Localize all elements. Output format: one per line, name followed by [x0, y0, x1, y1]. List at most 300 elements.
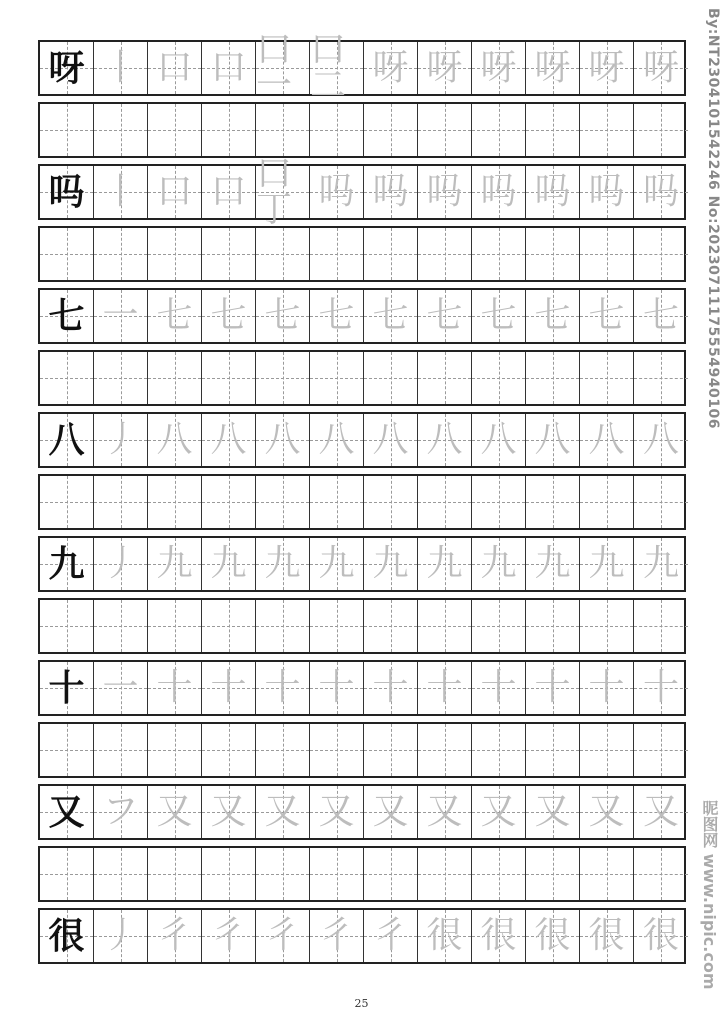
trace-character: 九 — [588, 543, 625, 584]
model-cell — [40, 786, 94, 838]
trace-cell[interactable] — [580, 910, 634, 962]
trace-cell[interactable] — [580, 476, 634, 528]
trace-cell[interactable] — [472, 724, 526, 776]
trace-cell[interactable] — [364, 600, 418, 652]
trace-cell[interactable] — [580, 848, 634, 900]
trace-cell[interactable] — [580, 104, 634, 156]
model-cell — [40, 476, 94, 528]
trace-cell[interactable] — [310, 724, 364, 776]
trace-cell[interactable] — [580, 228, 634, 280]
trace-cell[interactable] — [202, 786, 256, 838]
trace-cell[interactable] — [148, 352, 202, 404]
trace-character: 十 — [372, 667, 409, 708]
trace-cell[interactable] — [256, 538, 310, 590]
trace-character: 一 — [102, 295, 139, 336]
trace-cell[interactable] — [364, 786, 418, 838]
trace-cell[interactable] — [418, 352, 472, 404]
trace-character — [94, 476, 147, 528]
trace-cell[interactable] — [310, 662, 364, 714]
trace-character — [526, 476, 579, 528]
trace-cell[interactable] — [364, 290, 418, 342]
model-cell — [40, 600, 94, 652]
trace-character: 八 — [534, 419, 571, 460]
trace-cell[interactable] — [202, 538, 256, 590]
trace-cell[interactable] — [364, 476, 418, 528]
trace-cell[interactable] — [364, 166, 418, 218]
trace-cell[interactable] — [526, 166, 580, 218]
trace-character: 七 — [318, 295, 355, 336]
model-cell — [40, 848, 94, 900]
practice-row — [38, 660, 686, 716]
trace-cell[interactable] — [364, 414, 418, 466]
trace-cell[interactable] — [472, 42, 526, 94]
trace-cell[interactable] — [526, 600, 580, 652]
model-cell — [40, 352, 94, 404]
trace-character: 吗 — [534, 171, 571, 212]
trace-cell[interactable] — [202, 228, 256, 280]
trace-cell[interactable] — [202, 414, 256, 466]
trace-cell[interactable] — [634, 538, 688, 590]
trace-cell[interactable] — [634, 662, 688, 714]
trace-character: 九 — [480, 543, 517, 584]
trace-cell[interactable] — [418, 104, 472, 156]
model-character — [40, 848, 93, 900]
trace-cell[interactable] — [148, 786, 202, 838]
trace-cell[interactable] — [472, 600, 526, 652]
trace-character: 八 — [264, 419, 301, 460]
trace-cell[interactable] — [472, 166, 526, 218]
trace-cell[interactable] — [94, 228, 148, 280]
trace-cell[interactable] — [472, 786, 526, 838]
trace-cell[interactable] — [94, 662, 148, 714]
trace-cell[interactable] — [634, 724, 688, 776]
practice-row — [38, 598, 686, 654]
trace-cell[interactable] — [526, 352, 580, 404]
trace-character: 又 — [534, 791, 571, 832]
trace-character — [364, 600, 417, 652]
model-character — [40, 724, 93, 776]
model-cell — [40, 166, 94, 218]
trace-cell[interactable] — [364, 104, 418, 156]
trace-cell[interactable] — [148, 848, 202, 900]
trace-character — [202, 476, 255, 528]
trace-cell[interactable] — [472, 352, 526, 404]
trace-cell[interactable] — [418, 848, 472, 900]
trace-cell[interactable] — [526, 104, 580, 156]
trace-cell[interactable] — [202, 166, 256, 218]
trace-character: 很 — [534, 915, 571, 956]
trace-character: 呀 — [588, 47, 625, 88]
trace-character: 口二 — [310, 29, 347, 106]
trace-cell[interactable] — [472, 414, 526, 466]
trace-cell[interactable] — [634, 352, 688, 404]
trace-cell[interactable] — [580, 42, 634, 94]
trace-character — [94, 104, 147, 156]
trace-cell[interactable] — [472, 662, 526, 714]
trace-cell[interactable] — [148, 228, 202, 280]
trace-cell[interactable] — [418, 538, 472, 590]
trace-cell[interactable] — [256, 476, 310, 528]
trace-character: 又 — [318, 791, 355, 832]
trace-character: 彳 — [264, 915, 301, 956]
practice-row — [38, 350, 686, 406]
trace-character — [634, 228, 688, 280]
practice-row — [38, 102, 686, 158]
trace-cell[interactable] — [418, 42, 472, 94]
trace-cell[interactable] — [526, 786, 580, 838]
trace-cell[interactable] — [94, 786, 148, 838]
trace-cell[interactable] — [364, 848, 418, 900]
trace-cell[interactable] — [634, 166, 688, 218]
trace-cell[interactable] — [256, 662, 310, 714]
trace-cell[interactable] — [634, 414, 688, 466]
trace-cell[interactable] — [364, 352, 418, 404]
trace-cell[interactable] — [94, 352, 148, 404]
trace-cell[interactable] — [634, 42, 688, 94]
trace-cell[interactable] — [202, 724, 256, 776]
trace-cell[interactable] — [472, 104, 526, 156]
trace-cell[interactable] — [526, 848, 580, 900]
trace-cell[interactable] — [634, 910, 688, 962]
model-character: 呀 — [48, 47, 85, 89]
trace-character: 十 — [534, 667, 571, 708]
practice-row — [38, 288, 686, 344]
trace-cell[interactable] — [202, 910, 256, 962]
model-character: 七 — [48, 295, 85, 337]
trace-character — [580, 104, 633, 156]
trace-cell[interactable] — [148, 662, 202, 714]
trace-cell[interactable] — [310, 538, 364, 590]
trace-cell[interactable] — [526, 662, 580, 714]
trace-character: 又 — [372, 791, 409, 832]
model-character: 八 — [48, 419, 85, 461]
trace-cell[interactable] — [310, 848, 364, 900]
trace-character — [148, 600, 201, 652]
trace-cell[interactable] — [202, 104, 256, 156]
trace-cell[interactable] — [580, 352, 634, 404]
trace-cell[interactable] — [94, 290, 148, 342]
trace-cell[interactable] — [472, 910, 526, 962]
trace-cell[interactable] — [148, 476, 202, 528]
trace-cell[interactable] — [202, 352, 256, 404]
trace-cell[interactable] — [202, 848, 256, 900]
trace-cell[interactable] — [418, 476, 472, 528]
trace-cell[interactable] — [94, 476, 148, 528]
model-cell — [40, 228, 94, 280]
trace-character — [580, 724, 633, 776]
trace-cell[interactable] — [256, 724, 310, 776]
trace-cell[interactable] — [364, 42, 418, 94]
trace-cell[interactable] — [148, 166, 202, 218]
trace-character: 吗 — [318, 171, 355, 212]
trace-character — [256, 104, 309, 156]
trace-character: 吗 — [642, 171, 679, 212]
trace-character — [148, 848, 201, 900]
trace-cell[interactable] — [472, 228, 526, 280]
trace-cell[interactable] — [148, 724, 202, 776]
trace-cell[interactable] — [256, 786, 310, 838]
trace-character: 九 — [426, 543, 463, 584]
trace-cell[interactable] — [94, 104, 148, 156]
trace-cell[interactable] — [94, 42, 148, 94]
trace-cell[interactable] — [202, 476, 256, 528]
trace-character: 又 — [210, 791, 247, 832]
trace-character: 八 — [156, 419, 193, 460]
trace-cell[interactable] — [418, 228, 472, 280]
trace-character: 彳 — [210, 915, 247, 956]
trace-character — [364, 724, 417, 776]
trace-character: 又 — [426, 791, 463, 832]
trace-cell[interactable] — [418, 166, 472, 218]
trace-cell[interactable] — [202, 290, 256, 342]
trace-cell[interactable] — [94, 848, 148, 900]
trace-cell[interactable] — [364, 662, 418, 714]
trace-cell[interactable] — [256, 848, 310, 900]
trace-cell[interactable] — [364, 538, 418, 590]
trace-character — [634, 104, 688, 156]
trace-cell[interactable] — [580, 662, 634, 714]
model-character — [40, 228, 93, 280]
trace-cell[interactable] — [310, 228, 364, 280]
trace-character — [418, 352, 471, 404]
model-character: 很 — [48, 915, 85, 957]
trace-character — [94, 848, 147, 900]
trace-cell[interactable] — [634, 848, 688, 900]
trace-character — [148, 104, 201, 156]
trace-cell[interactable] — [256, 290, 310, 342]
model-cell — [40, 910, 94, 962]
trace-character: 九 — [264, 543, 301, 584]
trace-character: 吗 — [426, 171, 463, 212]
trace-cell[interactable] — [472, 290, 526, 342]
trace-character: 一 — [102, 667, 139, 708]
practice-row — [38, 722, 686, 778]
trace-character: 吗 — [480, 171, 517, 212]
trace-cell[interactable] — [418, 414, 472, 466]
trace-character — [526, 352, 579, 404]
trace-character — [526, 104, 579, 156]
trace-cell[interactable] — [148, 414, 202, 466]
trace-character: 七 — [264, 295, 301, 336]
trace-cell[interactable] — [310, 29, 364, 106]
trace-cell[interactable] — [580, 724, 634, 776]
trace-cell[interactable] — [310, 166, 364, 218]
trace-character — [256, 352, 309, 404]
trace-character — [418, 848, 471, 900]
trace-character — [202, 352, 255, 404]
trace-cell[interactable] — [202, 662, 256, 714]
trace-character — [364, 848, 417, 900]
trace-cell[interactable] — [310, 910, 364, 962]
trace-character: 九 — [210, 543, 247, 584]
trace-character — [580, 476, 633, 528]
trace-character — [634, 724, 688, 776]
trace-character — [148, 476, 201, 528]
trace-cell[interactable] — [580, 786, 634, 838]
trace-cell[interactable] — [256, 910, 310, 962]
trace-cell[interactable] — [526, 724, 580, 776]
trace-character: 很 — [426, 915, 463, 956]
trace-cell[interactable] — [310, 476, 364, 528]
trace-cell[interactable] — [634, 476, 688, 528]
trace-character: 八 — [426, 419, 463, 460]
model-character — [40, 104, 93, 156]
trace-character: 呀 — [534, 47, 571, 88]
trace-character — [472, 352, 525, 404]
trace-character: 十 — [318, 667, 355, 708]
trace-character: 九 — [318, 543, 355, 584]
trace-character: 八 — [372, 419, 409, 460]
trace-cell[interactable] — [472, 476, 526, 528]
trace-character: 很 — [480, 915, 517, 956]
trace-character: 八 — [588, 419, 625, 460]
trace-cell[interactable] — [310, 786, 364, 838]
trace-cell[interactable] — [148, 42, 202, 94]
trace-character — [364, 104, 417, 156]
trace-character — [256, 848, 309, 900]
trace-character — [310, 104, 363, 156]
model-character — [40, 476, 93, 528]
trace-character — [202, 104, 255, 156]
trace-cell[interactable] — [94, 538, 148, 590]
trace-character: 九 — [156, 543, 193, 584]
trace-character: 七 — [210, 295, 247, 336]
watermark-site: 昵图网 www.nipic.com — [700, 800, 719, 990]
trace-cell[interactable] — [148, 104, 202, 156]
trace-cell[interactable] — [148, 910, 202, 962]
trace-cell[interactable] — [580, 290, 634, 342]
trace-cell[interactable] — [580, 538, 634, 590]
trace-character — [310, 724, 363, 776]
trace-character — [256, 228, 309, 280]
model-character: 吗 — [48, 171, 85, 213]
trace-cell[interactable] — [94, 166, 148, 218]
trace-cell[interactable] — [256, 153, 310, 230]
trace-cell[interactable] — [418, 724, 472, 776]
trace-cell[interactable] — [256, 228, 310, 280]
trace-cell[interactable] — [94, 724, 148, 776]
trace-cell[interactable] — [580, 414, 634, 466]
trace-character: 九 — [642, 543, 679, 584]
trace-character: 七 — [372, 295, 409, 336]
trace-character — [418, 600, 471, 652]
trace-cell[interactable] — [310, 104, 364, 156]
trace-character: 呀 — [642, 47, 679, 88]
trace-character — [472, 600, 525, 652]
trace-cell[interactable] — [256, 29, 310, 106]
trace-character — [634, 848, 688, 900]
practice-row — [38, 474, 686, 530]
trace-character: 九 — [534, 543, 571, 584]
trace-cell[interactable] — [634, 228, 688, 280]
trace-character: 呀 — [426, 47, 463, 88]
trace-cell[interactable] — [472, 538, 526, 590]
trace-character: 彳 — [318, 915, 355, 956]
trace-cell[interactable] — [310, 290, 364, 342]
trace-cell[interactable] — [634, 786, 688, 838]
trace-character — [364, 228, 417, 280]
trace-cell[interactable] — [148, 290, 202, 342]
trace-cell[interactable] — [364, 724, 418, 776]
trace-character: 八 — [318, 419, 355, 460]
trace-cell[interactable] — [94, 600, 148, 652]
practice-row — [38, 536, 686, 592]
trace-cell[interactable] — [526, 228, 580, 280]
practice-row — [38, 846, 686, 902]
trace-character — [202, 228, 255, 280]
trace-character — [472, 104, 525, 156]
trace-cell[interactable] — [418, 786, 472, 838]
trace-cell[interactable] — [526, 910, 580, 962]
trace-cell[interactable] — [526, 476, 580, 528]
trace-cell[interactable] — [256, 600, 310, 652]
trace-cell[interactable] — [580, 600, 634, 652]
trace-character — [472, 724, 525, 776]
model-cell — [40, 724, 94, 776]
trace-cell[interactable] — [310, 600, 364, 652]
trace-cell[interactable] — [472, 848, 526, 900]
trace-character — [472, 476, 525, 528]
trace-cell[interactable] — [148, 538, 202, 590]
trace-character — [526, 848, 579, 900]
trace-cell[interactable] — [634, 600, 688, 652]
trace-cell[interactable] — [256, 104, 310, 156]
trace-character: 彳 — [156, 915, 193, 956]
trace-character: 十 — [480, 667, 517, 708]
trace-cell[interactable] — [202, 42, 256, 94]
trace-cell[interactable] — [148, 600, 202, 652]
trace-cell[interactable] — [310, 352, 364, 404]
trace-cell[interactable] — [202, 600, 256, 652]
trace-character: 九 — [372, 543, 409, 584]
trace-character: 七 — [480, 295, 517, 336]
trace-character: 丨 — [102, 171, 139, 212]
practice-row — [38, 412, 686, 468]
trace-cell[interactable] — [526, 42, 580, 94]
trace-cell[interactable] — [580, 166, 634, 218]
model-cell — [40, 42, 94, 94]
trace-cell[interactable] — [256, 414, 310, 466]
trace-cell[interactable] — [310, 414, 364, 466]
trace-cell[interactable] — [526, 414, 580, 466]
trace-character — [94, 724, 147, 776]
trace-cell[interactable] — [418, 910, 472, 962]
trace-character: 七 — [156, 295, 193, 336]
trace-character — [148, 724, 201, 776]
trace-cell[interactable] — [94, 414, 148, 466]
trace-cell[interactable] — [526, 290, 580, 342]
trace-cell[interactable] — [418, 600, 472, 652]
trace-cell[interactable] — [364, 228, 418, 280]
trace-character — [256, 724, 309, 776]
trace-cell[interactable] — [634, 104, 688, 156]
trace-character: 丿 — [102, 419, 139, 460]
trace-cell[interactable] — [256, 352, 310, 404]
trace-character — [202, 600, 255, 652]
trace-character: 十 — [642, 667, 679, 708]
trace-cell[interactable] — [364, 910, 418, 962]
watermark-id: By:NT2304101542246 No:20230711175554940106 — [705, 8, 721, 429]
trace-cell[interactable] — [526, 538, 580, 590]
trace-cell[interactable] — [418, 290, 472, 342]
trace-cell[interactable] — [634, 290, 688, 342]
trace-cell[interactable] — [418, 662, 472, 714]
model-cell — [40, 290, 94, 342]
model-character: 九 — [48, 543, 85, 585]
trace-character: 口一 — [256, 29, 293, 106]
trace-character: 口 — [156, 47, 193, 88]
trace-cell[interactable] — [94, 910, 148, 962]
